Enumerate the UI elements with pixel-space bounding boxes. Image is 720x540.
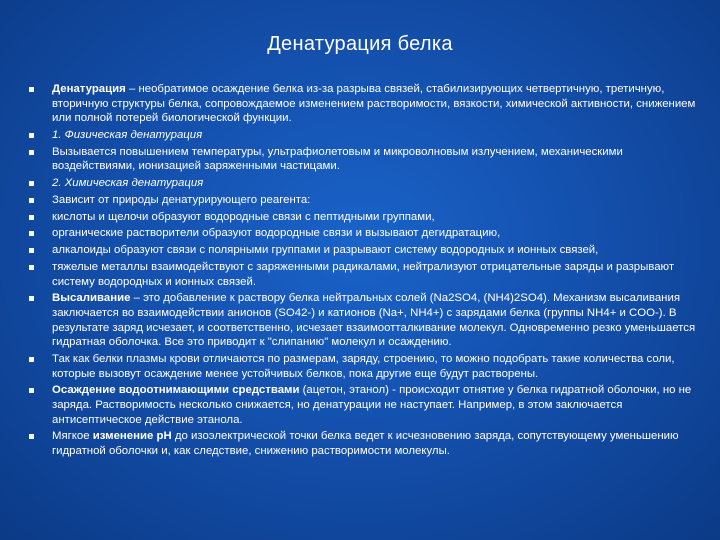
list-item-chemical-heading: 2. Химическая денатурация — [18, 176, 708, 191]
bullet-icon — [29, 248, 34, 253]
slide-title: Денатурация белка — [267, 33, 453, 55]
list-item-alkaloids: алкалоиды образуют связи с полярными группами и разрывают систему водородных и ионных связей, — [18, 243, 708, 258]
bullet-icon — [29, 388, 34, 393]
bullet-list — [18, 82, 708, 461]
list-item-ph-change: Мягкое изменение рН до изоэлектрической точки белка ведет к исчезновению заряда, сопутствующему уменьшению гидратной оболочки и, как следствие, снижению растворимости молекулы. — [18, 429, 708, 458]
list-item-denaturation: Денатурация – необратимое осаждение белка из-за разрыва связей, стабилизирующих четвертичную, третичную, вторичную структуры белка, сопровождаемое изменением растворимости, вязкости, химической активности, снижением или полной потерей биологической функции. — [18, 82, 708, 126]
list-item-physical-causes: Вызывается повышением температуры, ультрафиолетовым и микроволновым излучением, механическими воздействиями, ионизацией заряженными частицами. — [18, 145, 708, 174]
list-item-heavy-metals: тяжелые металлы взаимодействуют с заряженными радикалами, нейтрализуют отрицательные заряды и разрывают систему водородных и ионных связей. — [18, 260, 708, 289]
bullet-icon — [29, 198, 34, 203]
bullet-icon — [29, 181, 34, 186]
bullet-icon — [29, 296, 34, 301]
bullet-icon — [29, 133, 34, 138]
list-item-plasma-proteins: Так как белки плазмы крови отличаются по размерам, заряду, строению, то можно подобрать такие количества соли, которые вызовут осаждение менее устойчивых белков, пока другие еще будут растворены. — [18, 352, 708, 381]
bullet-icon — [29, 231, 34, 236]
bullet-icon — [29, 434, 34, 439]
bullet-icon — [29, 87, 34, 92]
bullet-icon — [29, 150, 34, 155]
bullet-icon — [29, 357, 34, 362]
bullet-icon — [29, 215, 34, 220]
bullet-icon — [29, 265, 34, 270]
list-item-salting-out: Высаливание – это добавление к раствору белка нейтральных солей (Na2SO4, (NH4)2SO4). Механизм высаливания заключается во взаимодействии анионов (SO42-) и катионов (Na+, NH4+) с зарядами белка (группы NH4+ и COO-). В результате заряд исчезает, и соответственно, исчезает взаимоотталкивание молекул. Одновременно резко уменьшается гидратная оболочка. Все это приводит к "слипанию" молекул и осаждению. — [18, 291, 708, 349]
list-item-solvents: органические растворители образуют водородные связи и вызывают дегидратацию, — [18, 226, 708, 241]
list-item-dehydrating-agents: Осаждение водоотнимающими средствами (ацетон, этанол) - происходит отнятие у белка гидратной оболочки, но не заряда. Растворимость несколько снижается, но денатурации не наступает. Например, в этом заключается антисептическое действие этанола. — [18, 383, 708, 427]
list-item-acids: кислоты и щелочи образуют водородные связи с пептидными группами, — [18, 210, 708, 225]
list-item-reagent: Зависит от природы денатурирующего реагента: — [18, 193, 708, 208]
list-item-physical-heading: 1. Физическая денатурация — [18, 128, 708, 143]
